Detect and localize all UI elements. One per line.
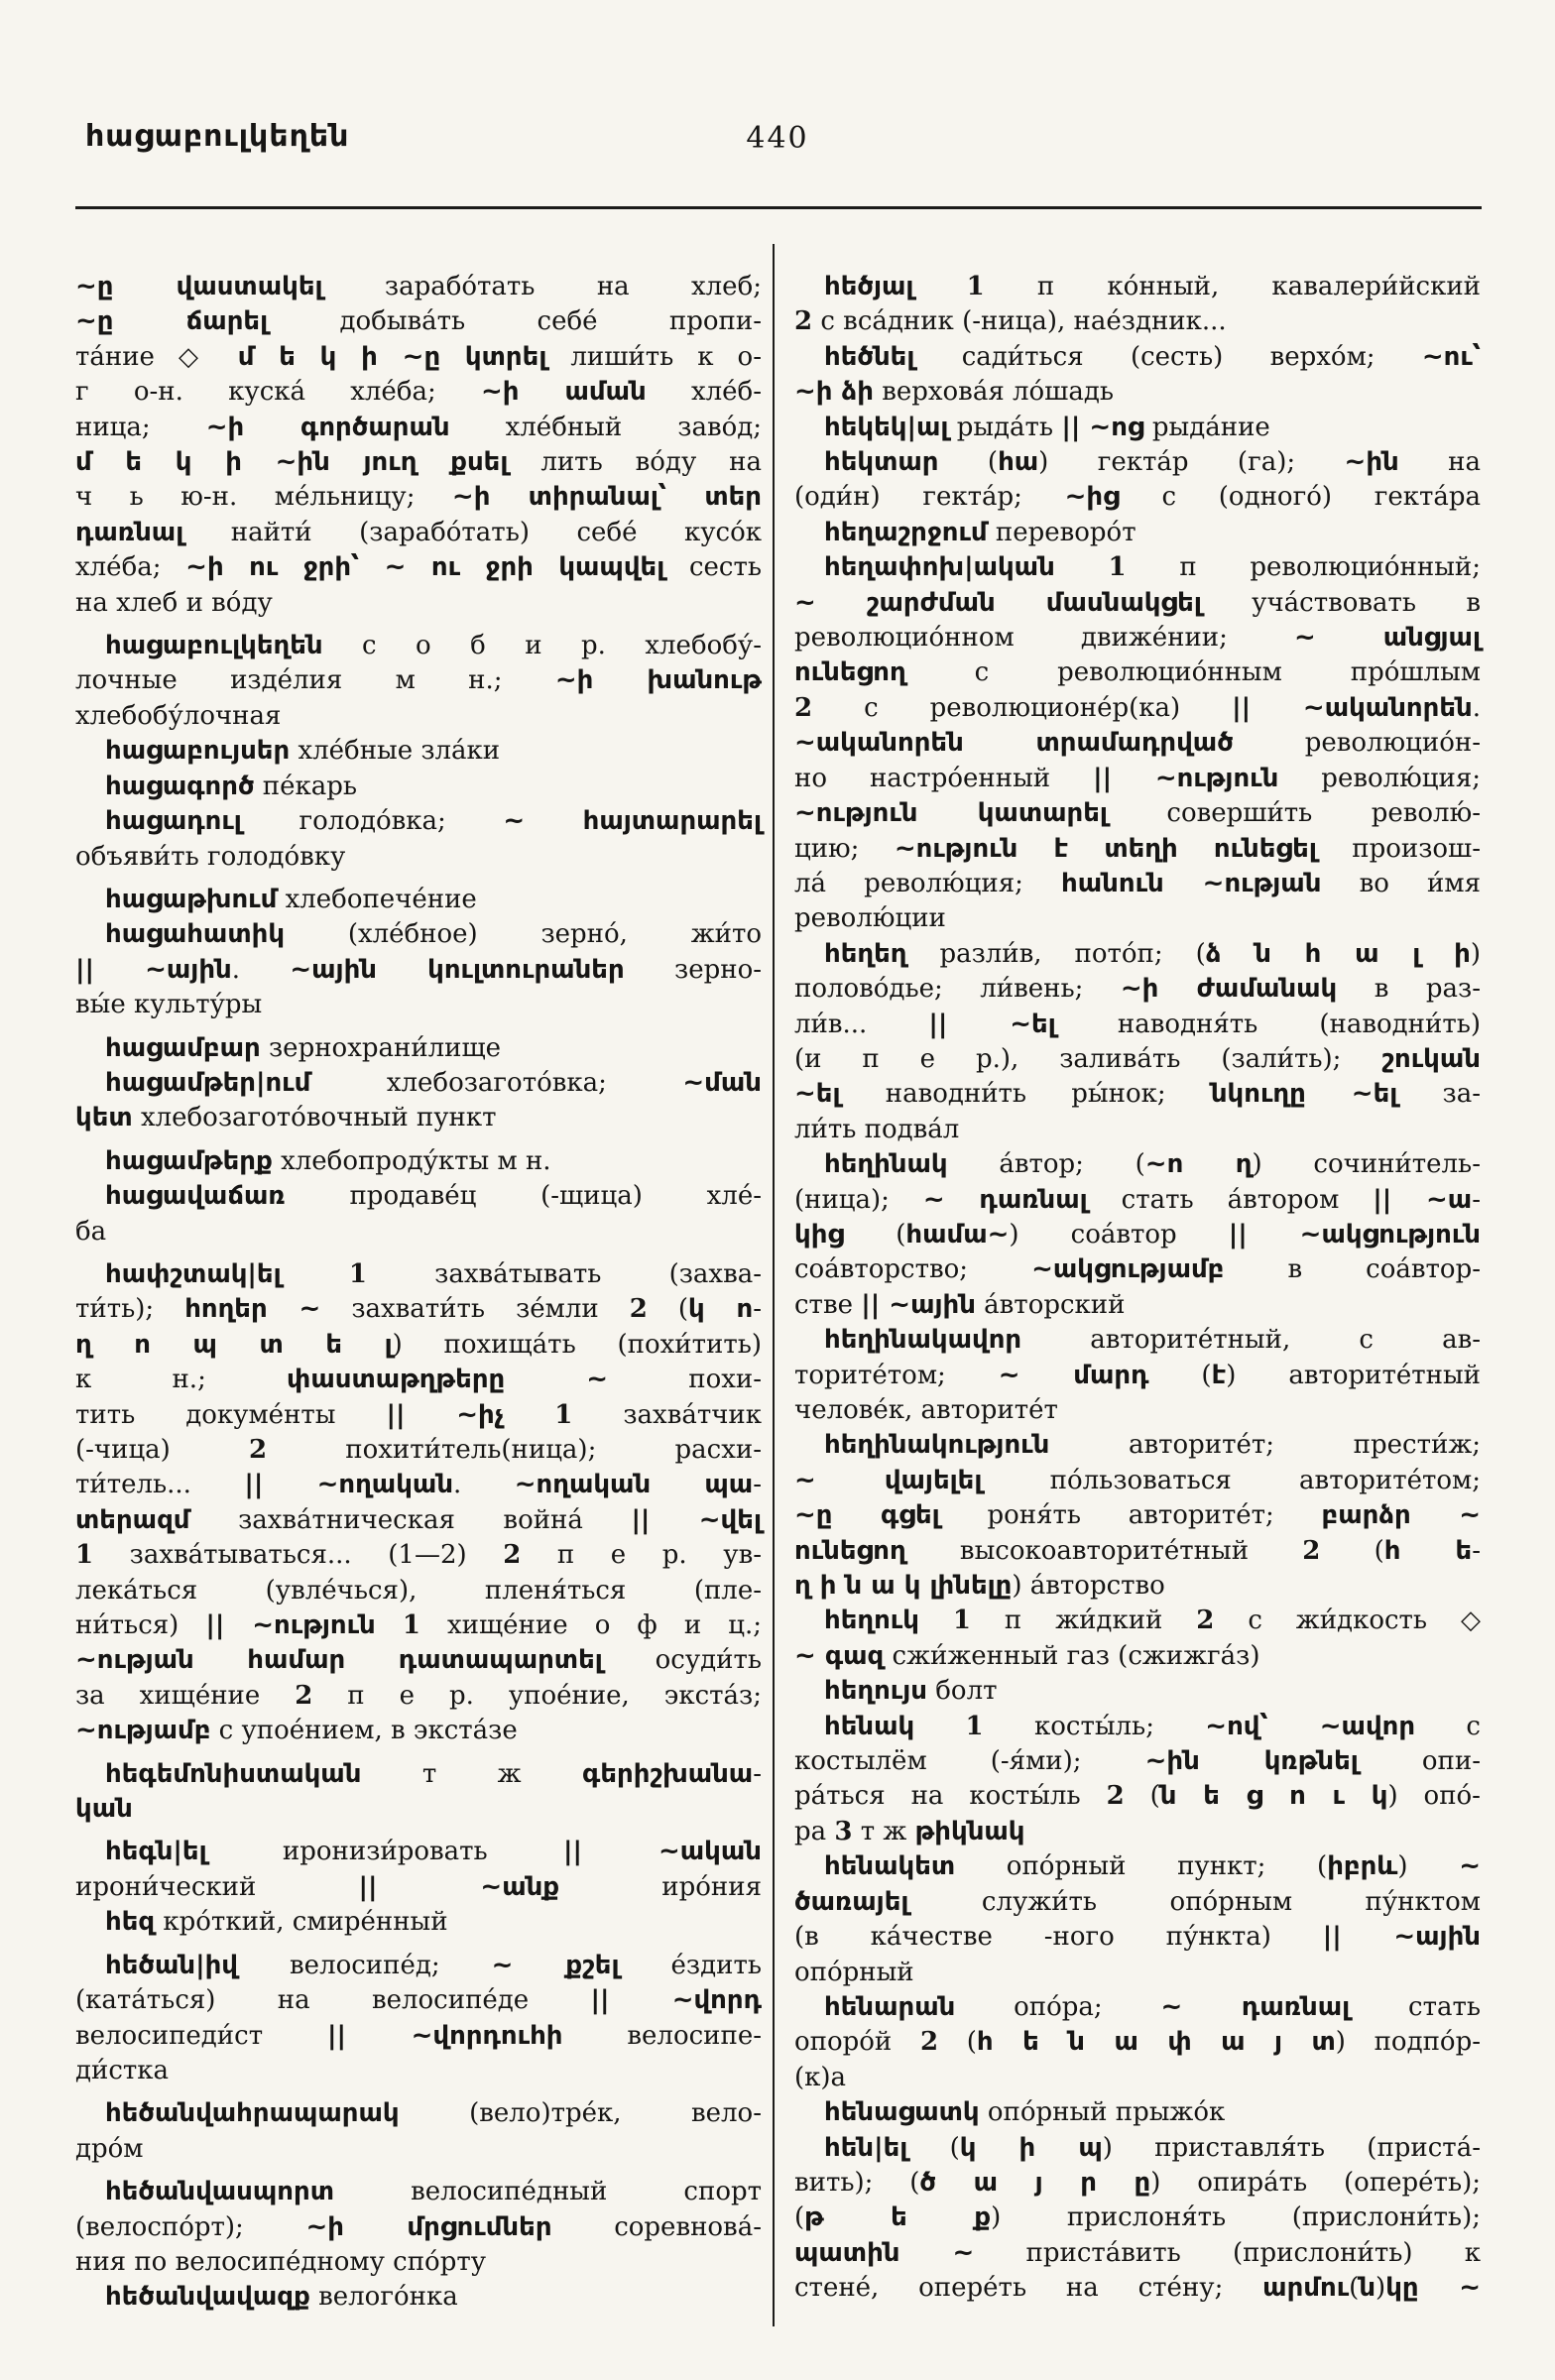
armenian-text: մ ե կ ի ~ին յուղ քսել [75, 447, 509, 478]
armenian-text: ~ի գործարան [205, 412, 450, 442]
entry-line: ~ականորեն տրամադրված революцио́н- [794, 728, 1481, 759]
entry-line: ղ ո պ տ ե լ) похища́ть (похи́тить) [75, 1329, 763, 1360]
entry-line: հացաբուլկեղեն с о б и р. хлебобу́- [105, 631, 762, 661]
entry-line: хлебобу́лочная [75, 700, 282, 731]
armenian-text: հացագործ [105, 771, 255, 801]
entry-line: ти́тель... || ~ողական. ~ողական պա- [75, 1470, 762, 1500]
armenian-text: ~ը ճարել [75, 306, 269, 337]
armenian-text: ~ության համար դատապարտել [75, 1645, 603, 1676]
sense-number: 2 [1106, 1781, 1125, 1812]
armenian-text: հացաբուլկեղեն [105, 631, 323, 661]
entry-line: г о-н. куска́ хле́ба; ~ի աման хле́б- [75, 377, 762, 408]
armenian-text: ~ո ղ [1144, 1149, 1253, 1180]
armenian-text: ~ից [1064, 482, 1120, 513]
armenian-text: հացադուլ [105, 806, 242, 837]
armenian-text: ~ի տիրանալ՝ տեր [451, 482, 762, 513]
entry-line: 1 захва́тываться... (1—2) 2 п е р. ув- [75, 1540, 762, 1571]
entry-line: ~ վայելել по́льзоваться авторите́том; [794, 1465, 1481, 1495]
armenian-text: կ ի պ [959, 2132, 1103, 2163]
entry-line: հենացատկ опо́рный прыжо́к [824, 2097, 1226, 2128]
armenian-text: մ ե կ ի ~ը կտրել [237, 341, 547, 372]
armenian-text: ~ու՝ [1421, 341, 1481, 372]
entry-line: հեղուկ 1 п жи́дкий 2 с жи́дкость ◇ [824, 1606, 1481, 1636]
entry-line: ч ь ю-н. ме́льницу; ~ի տիրանալ՝ տեր [75, 482, 762, 513]
entry-line: (в ка́честве -ного пу́нкта) || ~ային [794, 1922, 1481, 1953]
armenian-text: || ~ային [1322, 1922, 1481, 1953]
sense-number: 1 [75, 1540, 94, 1571]
armenian-text: || ~անք [358, 1871, 560, 1902]
entry-line: ~ություն կատարել соверши́ть револю́- [794, 798, 1481, 829]
armenian-text: || ~ոց [1061, 412, 1144, 442]
armenian-text: ղ ի ն ա կ լինելը [794, 1571, 1013, 1602]
armenian-text: հեն|ել [824, 2132, 908, 2163]
armenian-text: դառնալ [75, 517, 184, 547]
armenian-text: հենակ [824, 1711, 915, 1741]
entry-line: за хище́ние 2 п е р. упое́ние, экста́з; [75, 1680, 762, 1711]
armenian-text: նկուղը ~ել [1210, 1079, 1398, 1110]
entry-line: но настро́енный || ~ություն револю́ция; [794, 763, 1481, 793]
entry-line: հացաբույսեր хле́бные зла́ки [105, 736, 501, 767]
entry-line: опоро́й 2 (հ ե ն ա փ ա յ տ) подпо́р- [794, 2027, 1482, 2058]
armenian-text: ~ել [794, 1079, 841, 1110]
armenian-text: || ~ություն [205, 1610, 376, 1641]
armenian-text: է [1211, 1360, 1227, 1390]
armenian-text: հափշտակ|ել [105, 1258, 282, 1289]
armenian-text: համա~ [905, 1219, 1010, 1250]
entry-line: հեղափոխ|ական 1 п революцио́нный; [824, 552, 1481, 583]
armenian-text: հեղույս [824, 1676, 927, 1707]
sense-number: 1 [966, 272, 985, 301]
entry-line: велосипеди́ст || ~վորդուհի велосипе- [75, 2020, 762, 2051]
armenian-text: ~ը գցել [794, 1500, 940, 1531]
entry-line: ла́ револю́ция; հանուն ~ության во и́мя [794, 868, 1482, 898]
armenian-text: ~ վայելել [794, 1465, 983, 1495]
armenian-text: ծառայել [794, 1886, 909, 1917]
entry-line: || ~ային. ~ային կուլտուրաներ зерно- [75, 954, 763, 985]
entry-line: торите́том; ~ մարդ (է) авторите́тный [794, 1360, 1481, 1390]
entry-line: к н.; փաստաթղթերը ~ похи- [75, 1365, 762, 1395]
armenian-text: || ~վորդուհի [326, 2020, 563, 2051]
armenian-text: ~ի մրցումներ [305, 2211, 552, 2242]
entry-line: ба [75, 1216, 107, 1247]
armenian-text: հացամբար [105, 1032, 261, 1063]
armenian-text: հ ե [1383, 1535, 1473, 1566]
armenian-text: հողեր ~ [184, 1294, 321, 1325]
armenian-text: հեծանվասպորտ [105, 2177, 334, 2207]
sense-number: 2 [629, 1294, 648, 1325]
entry-line: (оди́н) гекта́р; ~ից с (одного́) гекта́ра [794, 482, 1481, 513]
entry-line: (-чица) 2 похити́тель(ница); расхи- [75, 1435, 762, 1465]
armenian-text: ~ի աման [480, 377, 647, 408]
entry-line: ~ը գցել роня́ть авторите́т; բարձր ~ [794, 1500, 1481, 1531]
entry-line: полово́дье; ли́вень; ~ի ժամանակ в раз- [794, 974, 1481, 1005]
armenian-text: հացավաճառ [105, 1181, 286, 1212]
armenian-text: կան [75, 1794, 133, 1825]
entry-line: հեղինակավոր авторите́тный, с ав- [824, 1325, 1481, 1356]
entry-line: ирони́ческий || ~անք иро́ния [75, 1871, 762, 1902]
armenian-text: հեղուկ [824, 1606, 919, 1636]
armenian-text: հեծանվավազք [105, 2282, 310, 2313]
entry-line: հացագործ пе́карь [105, 771, 358, 801]
entry-line: ра́ться на косты́ль 2 (ն ե ց ո ւ կ) опо́- [794, 1781, 1481, 1812]
entry-line [75, 1792, 762, 1827]
entry-line: հացամթերք хлебопроду́кты м н. [105, 1145, 551, 1176]
armenian-text: ձ ն հ ա լ ի [1205, 938, 1471, 969]
armenian-text: հեկեկ|ալ [824, 412, 949, 442]
entry-line: ния по велосипе́дному спо́рту [75, 2246, 487, 2277]
entry-line: опо́рный [794, 1957, 914, 1987]
entry-line: 2 с вса́дник (-ница), нае́здник... [794, 306, 1227, 337]
armenian-text: հենակետ [824, 1851, 956, 1882]
entry-line: կետ хлебозагото́вочный пункт [75, 1103, 497, 1133]
armenian-text: հացահատիկ [105, 919, 286, 950]
armenian-text: || ~իչ [386, 1399, 505, 1430]
armenian-text: || ~վել [631, 1504, 762, 1535]
entry-line: стве || ~ային а́вторский [794, 1289, 1126, 1320]
armenian-text: || ~ա [1373, 1184, 1473, 1215]
entry-line: вить); (ծ ա յ ր ը) опира́ть (опере́ть); [794, 2167, 1482, 2198]
armenian-text: ն [1359, 2273, 1376, 2304]
armenian-text: ~ը վաստակել [75, 272, 323, 301]
entry-line: ունեցող с революцио́нным про́шлым [794, 657, 1481, 688]
entry-line: հեծանվահրապարակ (вело)тре́к, вело- [105, 2098, 762, 2129]
armenian-text: հեծյալ [824, 272, 914, 301]
entry-line: մ ե կ ի ~ին յուղ քսել лить во́ду на [75, 447, 762, 478]
sense-number: 1 [952, 1606, 971, 1636]
armenian-text: ~ին [1344, 447, 1399, 478]
sense-number: 2 [1196, 1606, 1215, 1636]
entry-line: հեղաշրջում переворо́т [824, 517, 1136, 547]
sense-number: 1 [402, 1610, 420, 1641]
entry-line: револю́ции [794, 903, 946, 934]
armenian-text: ~ային կուլտուրաներ [290, 954, 625, 985]
entry-line: (ница); ~ դառնալ стать а́втором || ~ա- [794, 1184, 1481, 1215]
armenian-text: հա [998, 447, 1039, 478]
entry-line: ~ը վաստակել зарабо́тать на хлеб; [75, 272, 762, 301]
armenian-text: ~ դառնալ [922, 1184, 1088, 1215]
entry-line: ~ությամբ с упое́нием, в экста́зе [75, 1716, 518, 1746]
armenian-text: հացամթերք [105, 1145, 273, 1176]
armenian-text: ~ությամբ [75, 1716, 211, 1746]
armenian-text: ~ գազ [794, 1640, 885, 1671]
entry-line: ղ ի ն ա կ լինելը) а́вторство [794, 1571, 1165, 1602]
entry-line: հեծան|իվ велосипе́д; ~ քշել е́здить [105, 1950, 762, 1980]
entry-line: հափշտակ|ել 1 захва́тывать (захва- [105, 1258, 763, 1289]
entry-line: հեղեղ разли́в, пото́п; (ձ ն հ ա լ ի) [824, 938, 1481, 969]
entry-line: лека́ться (увле́чься), пленя́ться (пле- [75, 1575, 762, 1606]
armenian-text: թ ե ք [804, 2202, 992, 2233]
armenian-text: ~ քշել [491, 1950, 620, 1980]
armenian-text: ~ակցությամբ [1031, 1254, 1225, 1285]
entry-line: հեգեմոնիստական т ж գերիշխանա- [105, 1758, 762, 1789]
entry-line: 2 с революционе́р(ка) || ~ականորեն. [794, 692, 1481, 723]
entry-line: հացահատիկ (хле́бное) зерно́, жи́то [105, 919, 762, 950]
entry-line: հենարան опо́ра; ~ դառնալ стать [824, 1991, 1482, 2022]
armenian-text: հեգեմոնիստական [105, 1758, 362, 1789]
entry-line: հացամթեր|ում хлебозагото́вка; ~ման [105, 1067, 762, 1098]
entry-line: հենակ 1 косты́ль; ~ով՝ ~ավոր с [824, 1711, 1481, 1741]
armenian-text: || ~ություն [1093, 763, 1279, 793]
sense-number: 2 [503, 1540, 522, 1571]
armenian-text: || ~ողական [244, 1470, 454, 1500]
entry-line: тить докуме́нты || ~իչ 1 захва́тчик [75, 1399, 763, 1430]
column-divider [773, 244, 775, 2326]
entry-line: հացադուլ голодо́вка; ~ հայտարարել [105, 806, 762, 837]
entry-line: соа́вторство; ~ակցությամբ в соа́втор- [794, 1254, 1481, 1285]
armenian-text: ~ի ժամանակ [1120, 974, 1338, 1005]
armenian-text: փաստաթղթերը ~ [287, 1365, 609, 1395]
armenian-text: ~ի խանութ [554, 665, 762, 696]
armenian-text: բարձր ~ [1321, 1500, 1481, 1531]
armenian-text: հեգն|ել [105, 1837, 207, 1867]
armenian-text: ~ման [682, 1067, 762, 1098]
entry-line: на хлеб и во́ду [75, 587, 273, 618]
armenian-text: հեծնել [824, 341, 915, 372]
entry-line: ծառայել служи́ть опо́рным пу́нктом [794, 1886, 1481, 1917]
armenian-text: ~ի ու ջրի՝ ~ ու ջրի կապվել [185, 552, 665, 583]
entry-line: ~ության համար դատապարտել осуди́ть [75, 1645, 763, 1676]
entry-line: (и п е р.), залива́ть (зали́ть); շուկան [794, 1043, 1481, 1074]
left-column [75, 270, 762, 2316]
armenian-text: հեզ [105, 1907, 156, 1938]
entry-line: ти́ть); հողեր ~ захвати́ть зе́мли 2 (կ ո- [75, 1294, 763, 1325]
entry-line: цию; ~ություն է տեղի ունեցել произош- [794, 833, 1481, 864]
armenian-text: կը ~ [1385, 2273, 1481, 2304]
entry-line: ~ը ճարել добыва́ть себе́ пропи- [75, 306, 762, 337]
entry-line: հեծյալ 1 п ко́нный, кавалери́йский [824, 272, 1482, 301]
armenian-text: տերազմ [75, 1504, 190, 1535]
entry-line: (велоспо́рт); ~ի մրցումներ соревнова́- [75, 2211, 762, 2242]
armenian-text: հեծանվահրապարակ [105, 2098, 400, 2129]
armenian-text: պատին ~ [794, 2237, 975, 2268]
entry-line: челове́к, авторите́т [794, 1395, 1058, 1425]
entry-line: տերազմ захва́тническая война́ || ~վել [75, 1504, 762, 1535]
armenian-text: հենացատկ [824, 2097, 980, 2128]
armenian-text: կից [794, 1219, 845, 1250]
entry-line: ли́ть подва́л [794, 1114, 960, 1144]
sense-number: 2 [249, 1435, 268, 1465]
armenian-text: ~ի ձի [794, 377, 874, 408]
entry-line: հեծանվասպորտ велосипе́дный спорт [105, 2177, 762, 2207]
armenian-text: ~ողական պա [514, 1470, 754, 1500]
armenian-text: իբրև [1327, 1851, 1398, 1882]
armenian-text: ~ին կռթնել [1144, 1746, 1359, 1777]
sense-number: 3 [834, 1816, 853, 1846]
entry-line: հենակետ опо́рный пункт; (իբրև) ~ [824, 1851, 1481, 1882]
sense-number: 2 [794, 692, 813, 723]
armenian-text: ~ մարդ [998, 1360, 1149, 1390]
armenian-text: ունեցող [794, 1535, 906, 1566]
entry-line: лочные изде́лия м н.; ~ի խանութ [75, 665, 762, 696]
armenian-text: ~ականորեն տրամադրված [794, 728, 1234, 759]
entry-line: կից (համա~) соа́втор || ~ակցություն [794, 1219, 1481, 1250]
entry-line: та́ние ◇ մ ե կ ի ~ը կտրել лиши́ть к о- [75, 341, 762, 372]
armenian-text: հեղափոխ|ական [824, 552, 1055, 583]
entry-line: (թ ե ք) прислоня́ть (прислони́ть); [794, 2202, 1481, 2233]
armenian-text: թիկնակ [914, 1816, 1025, 1846]
armenian-text: ծ ա յ ր ը [919, 2167, 1151, 2198]
entry-line: հեծնել сади́ться (сесть) верхо́м; ~ու՝ [824, 341, 1481, 372]
entry-line: հեղինակ а́втор; (~ո ղ) сочини́тель- [824, 1149, 1481, 1180]
entry-line: հեղույս болт [824, 1676, 998, 1707]
armenian-text: || ~ականորեն [1232, 692, 1473, 723]
armenian-text: հեկտար [824, 447, 939, 478]
sense-number: 2 [295, 1680, 313, 1711]
entry-line: (ката́ться) на велосипе́де || ~վորդ [75, 1985, 762, 2016]
entry-line: ни́ться) || ~ություն 1 хище́ние о ф и ц.; [75, 1610, 763, 1641]
armenian-text: հացաբույսեր [105, 736, 291, 767]
armenian-text: հեղինակություն [824, 1430, 1050, 1461]
armenian-text: || ~վորդ [590, 1985, 762, 2016]
armenian-text: ~ դառնալ [1160, 1991, 1351, 2022]
armenian-text: հ ե ն ա փ ա յ տ [976, 2027, 1336, 2058]
sense-number: 2 [794, 306, 813, 337]
armenian-text: || ~ային [861, 1289, 976, 1320]
sense-number: 1 [965, 1711, 984, 1741]
entry-line: ունեցող высокоавторите́тный 2 (հ ե- [794, 1535, 1481, 1566]
armenian-text: ~ անցյալ [1294, 623, 1481, 654]
armenian-text: հացաթխում [105, 884, 278, 914]
sense-number: 2 [919, 2027, 939, 2058]
entry-line: ~ել наводни́ть ры́нок; նկուղը ~ել за- [794, 1079, 1481, 1110]
entry-line: дро́м [75, 2133, 144, 2164]
armenian-text: ~ություն կատարել [794, 798, 1108, 829]
armenian-text: ~ություն է տեղի ունեցել [894, 833, 1317, 864]
entry-line: ~ի ձի верхова́я ло́шадь [794, 377, 1114, 408]
entry-line: հեծանվավազք велого́нка [105, 2282, 458, 2313]
right-column [794, 270, 1481, 2307]
entry-line: ~ շարժման մասնակցել уча́ствовать в [794, 587, 1481, 618]
armenian-text: || ~ական [562, 1837, 762, 1867]
entry-line: հեզ кро́ткий, смире́нный [105, 1907, 448, 1938]
armenian-text: հեղաշրջում [824, 517, 988, 547]
armenian-text: ~ով՝ ~ավոր [1205, 1711, 1416, 1741]
armenian-text: ~ հայտարարել [503, 806, 762, 837]
header-guide-word: հացաբուլկեղեն [85, 119, 350, 154]
armenian-text: հեծան|իվ [105, 1950, 238, 1980]
entry-line: объяви́ть голодо́вку [75, 841, 346, 872]
entry-line: революцио́нном движе́нии; ~ անցյալ [794, 623, 1481, 654]
armenian-text: || ~ակցություն [1228, 1219, 1481, 1250]
entry-line: հացավաճառ продаве́ц (-щица) хле́- [105, 1181, 762, 1212]
entry-line: հեկտար (հա) гекта́р (га); ~ին на [824, 447, 1481, 478]
armenian-text: հեղինակավոր [824, 1325, 1022, 1356]
entry-line: ра 3 т ж թիկնակ [794, 1816, 1025, 1846]
entry-line: ница; ~ի գործարան хле́бный заво́д; [75, 412, 762, 442]
armenian-text: արմու [1262, 2273, 1350, 2304]
entry-line: հեղինակություն авторите́т; прести́ж; [824, 1430, 1481, 1461]
sense-number: 2 [1302, 1535, 1321, 1566]
armenian-text: շուկան [1381, 1043, 1481, 1074]
armenian-text: ղ ո պ տ ե լ [75, 1329, 393, 1360]
entry-line: стене́, опере́ть на сте́ну; արմու(ն)կը ~ [794, 2273, 1481, 2304]
sense-number: 1 [1108, 552, 1127, 583]
armenian-text: || ~ային [75, 954, 232, 985]
armenian-text: հենարան [824, 1991, 956, 2022]
armenian-text: ~ շարժման մասնակցել [794, 587, 1202, 618]
armenian-text: հեղեղ [824, 938, 907, 969]
entry-line: հեգն|ել иронизи́ровать || ~ական [105, 1837, 762, 1867]
entry-line: хле́ба; ~ի ու ջրի՝ ~ ու ջրի կապվել сесть [75, 552, 762, 583]
entry-line: հացամբար зернохрани́лище [105, 1032, 502, 1063]
armenian-text: գերիշխանա [582, 1758, 754, 1789]
entry-line: ~ գազ сжи́женный газ (сжижга́з) [794, 1640, 1260, 1671]
armenian-text: կ ո [688, 1294, 754, 1325]
armenian-text: || ~ել [928, 1009, 1056, 1039]
page-number: 440 [746, 121, 809, 156]
entry-line: костылём (-я́ми); ~ին կռթնել опи- [794, 1746, 1481, 1777]
armenian-text: ունեցող [794, 657, 906, 688]
entry-line: (к)а [794, 2062, 847, 2092]
armenian-text: ն ե ց ո ւ կ [1159, 1781, 1388, 1812]
entry-line: հացաթխում хлебопече́ние [105, 884, 477, 914]
sense-number: 1 [348, 1258, 367, 1289]
armenian-text: հանուն ~ության [1061, 868, 1322, 898]
entry-line: պատին ~ приста́вить (прислони́ть) к [794, 2237, 1481, 2268]
entry-line: ли́в... || ~ել наводня́ть (наводни́ть) [794, 1009, 1482, 1039]
armenian-text: կետ [75, 1103, 133, 1133]
armenian-text: ~ [1459, 1851, 1481, 1882]
sense-number: 1 [554, 1399, 573, 1430]
entry-line: вы́е культу́ры [75, 990, 263, 1020]
header-rule [75, 206, 1482, 209]
entry-line: հեկեկ|ալ рыда́ть || ~ոց рыда́ние [824, 412, 1270, 442]
armenian-text: հեղինակ [824, 1149, 948, 1180]
entry-line: ди́стка [75, 2055, 170, 2085]
entry-line: հեն|ել (կ ի պ) приставля́ть (приста́- [824, 2132, 1481, 2163]
entry-line: դառնալ найти́ (зарабо́тать) себе́ кусо́к [75, 517, 762, 547]
armenian-text: հացամթեր|ում [105, 1067, 311, 1098]
